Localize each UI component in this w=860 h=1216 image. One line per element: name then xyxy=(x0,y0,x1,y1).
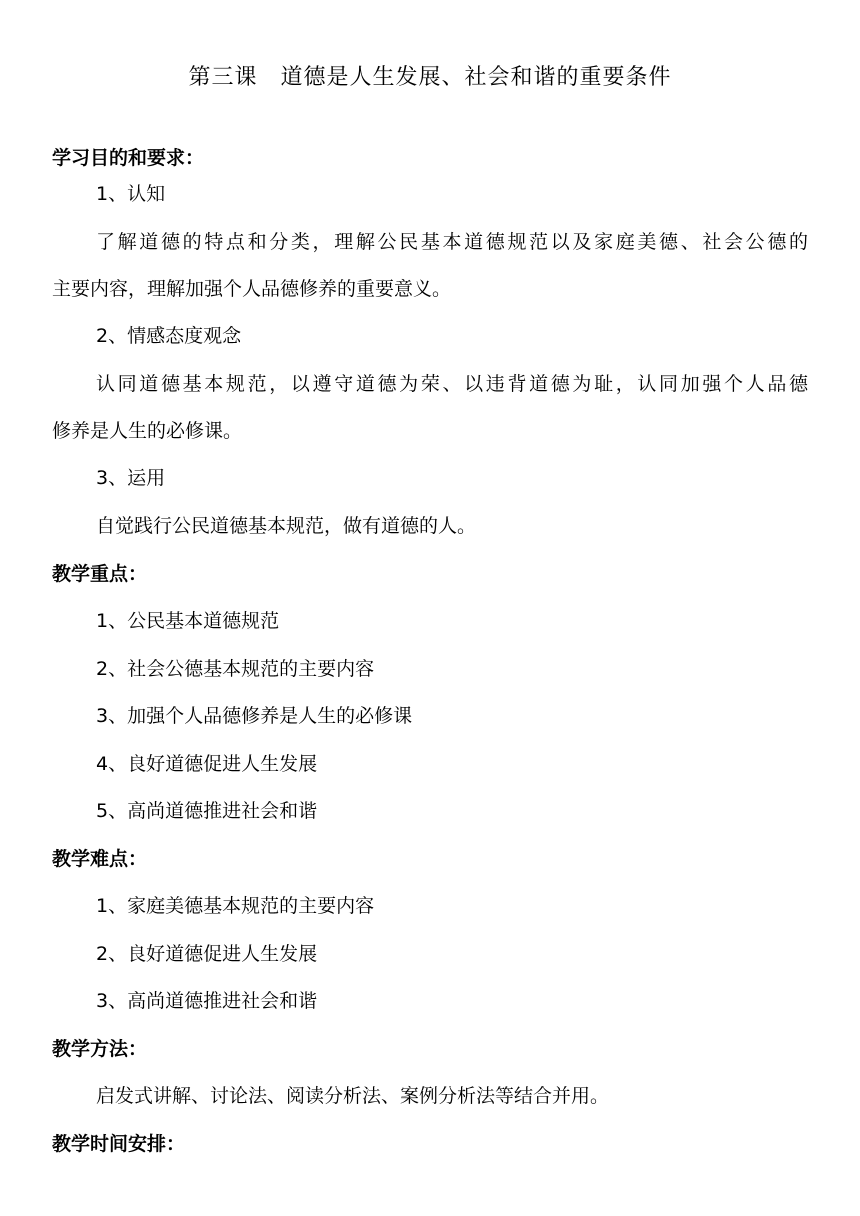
difficulty-item: 3、高尚道德推进社会和谐 xyxy=(96,990,318,1012)
methods-heading: 教学方法： xyxy=(52,1038,148,1060)
key-point-item: 5、高尚道德推进社会和谐 xyxy=(96,800,318,822)
methods-text: 启发式讲解、讨论法、阅读分析法、案例分析法等结合并用。 xyxy=(96,1085,610,1107)
lesson-title: 第三课 道德是人生发展、社会和谐的重要条件 xyxy=(188,65,672,90)
application-text: 自觉践行公民道德基本规范，做有道德的人。 xyxy=(96,515,477,537)
key-point-item: 4、良好道德促进人生发展 xyxy=(96,753,318,775)
goals-heading: 学习目的和要求： xyxy=(52,147,205,169)
key-point-item: 2、社会公德基本规范的主要内容 xyxy=(96,658,375,680)
emotion-text-line-1: 认同道德基本规范，以遵守道德为荣、以违背道德为耻，认同加强个人品德 xyxy=(96,373,808,395)
key-points-heading: 教学重点： xyxy=(52,563,148,585)
application-label: 3、运用 xyxy=(96,467,166,489)
difficulty-item: 2、良好道德促进人生发展 xyxy=(96,943,318,965)
cognition-label: 1、认知 xyxy=(96,183,166,205)
difficulties-heading: 教学难点： xyxy=(52,848,148,870)
difficulty-item: 1、家庭美德基本规范的主要内容 xyxy=(96,895,375,917)
key-point-item: 1、公民基本道德规范 xyxy=(96,610,280,632)
emotion-label: 2、情感态度观念 xyxy=(96,325,242,347)
schedule-heading: 教学时间安排： xyxy=(52,1133,186,1155)
key-point-item: 3、加强个人品德修养是人生的必修课 xyxy=(96,705,413,727)
emotion-text-line-2: 修养是人生的必修课。 xyxy=(52,420,243,442)
cognition-text-line-1: 了解道德的特点和分类，理解公民基本道德规范以及家庭美德、社会公德的 xyxy=(96,231,808,253)
cognition-text-line-2: 主要内容，理解加强个人品德修养的重要意义。 xyxy=(52,278,452,300)
